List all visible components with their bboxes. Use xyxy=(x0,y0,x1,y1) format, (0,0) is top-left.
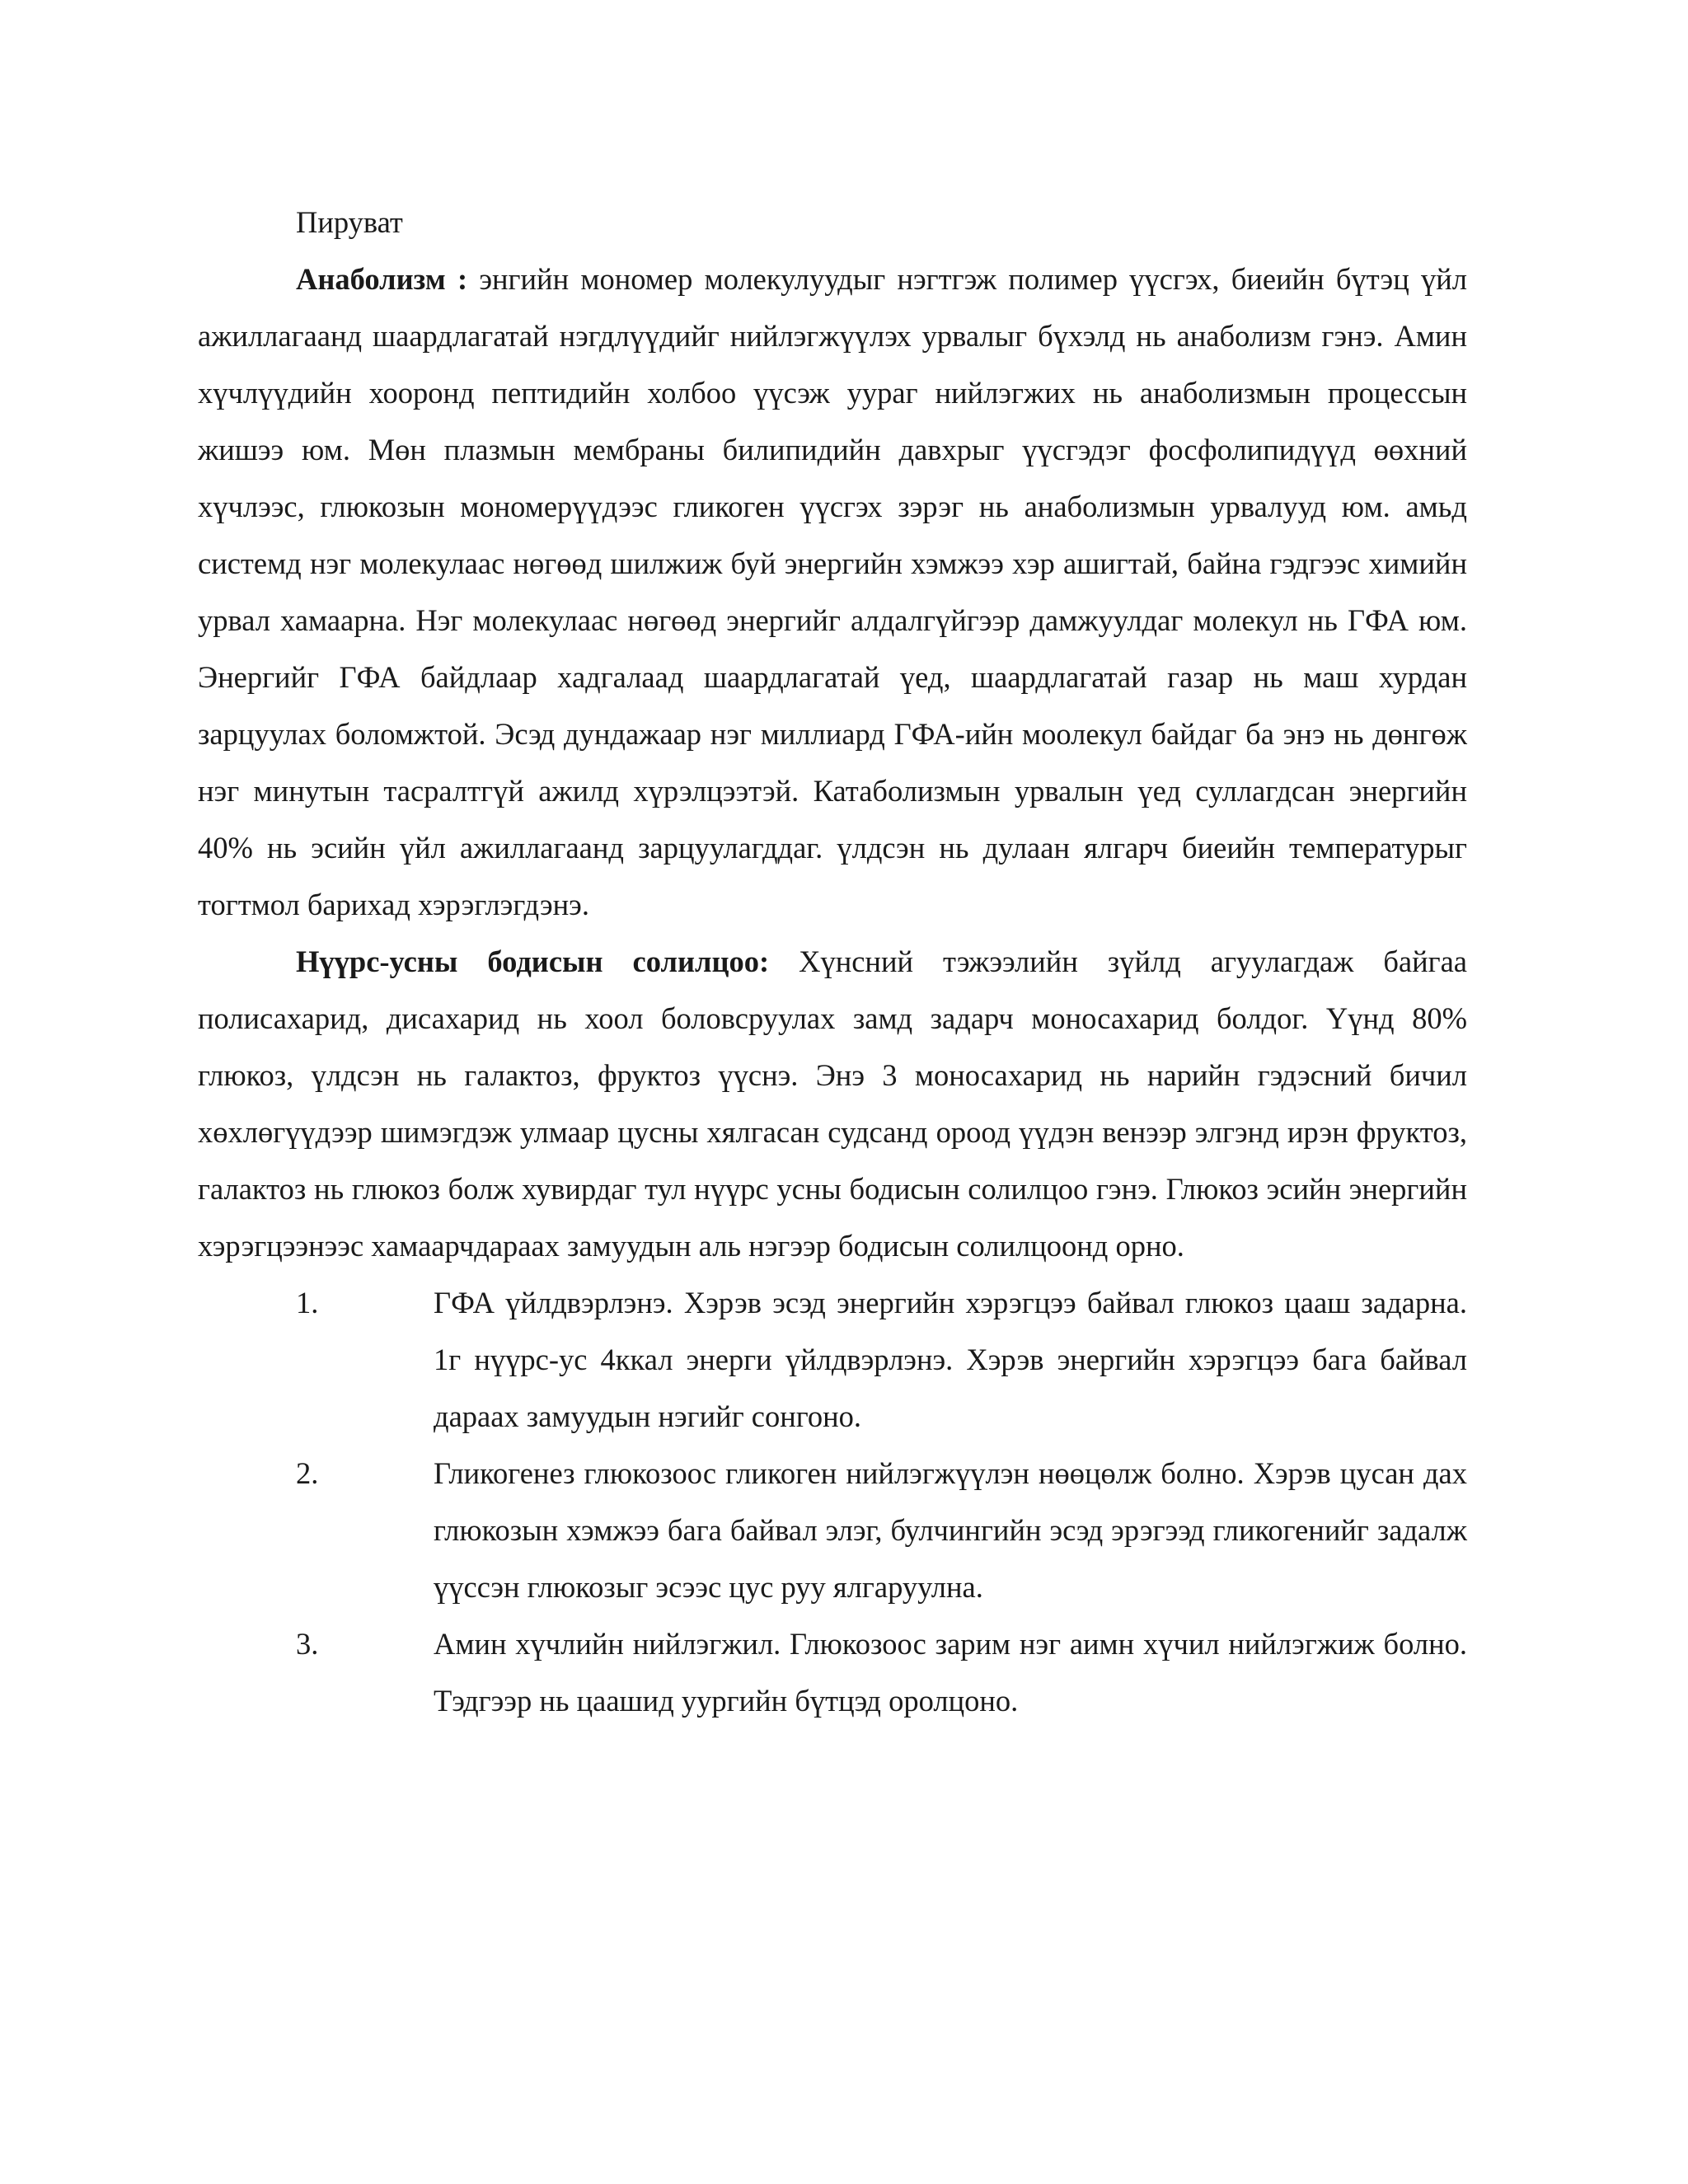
paragraph-anabolism xyxy=(198,251,1467,933)
list-item xyxy=(198,1615,1467,1729)
list-item xyxy=(198,1274,1467,1445)
list-item-text: ГФА үйлдвэрлэнэ. Хэрэв эсэд энергийн хэрэгцээ байвал глюкоз цааш задарна. 1г нүүрс-ус 4ккал энерги үйлдвэрлэнэ. Хэрэв энергийн хэрэгцээ бага байвал дараах замуудын нэгийг сонгоно. xyxy=(434,1286,1467,1433)
document-body xyxy=(198,194,1467,1729)
paragraph-anabolism-text: энгийн мономер молекулуудыг нэгтгэж полимер үүсгэх, биеийн бүтэц үйл ажиллагаанд шаардлагатай нэгдлүүдийг нийлэгжүүлэх урвалыг бүхэлд нь анаболизм гэнэ. Амин хүчлүүдийн хооронд пептидийн холбоо үүсэж уураг нийлэгжих нь анаболизмын процессын жишээ юм. Мөн плазмын мембраны билипидийн давхрыг үүсгэдэг фосфолипидүүд өөхний хүчлээс, глюкозын мономерүүдээс гликоген үүсгэх зэрэг нь анаболизмын урвалууд юм. амьд системд нэг молекулаас нөгөөд шилжиж буй энергийн хэмжээ хэр ашигтай, байна гэдгээс химийн урвал хамаарна. Нэг молекулаас нөгөөд энергийг алдалгүйгээр дамжуулдаг молекул нь ГФА юм. Энергийг ГФА байдлаар хадгалаад шаардлагатай үед, шаардлагатай газар нь маш хурдан зарцуулах боломжтой. Эсэд дундажаар нэг миллиард ГФА-ийн моолекул байдаг ба энэ нь дөнгөж нэг минутын тасралтгүй ажилд хүрэлцээтэй. Катаболизмын урвалын үед суллагдсан энергийн 40% нь эсийн үйл ажиллагаанд зарцуулагддаг. үлдсэн нь дулаан ялгарч биеийн температурыг тогтмол барихад хэрэглэгдэнэ. xyxy=(198,262,1467,921)
list-item xyxy=(198,1445,1467,1615)
term-carbohydrate-metabolism: Нүүрс-усны бодисын солилцоо: xyxy=(296,944,770,978)
list-item-number: 2. xyxy=(296,1456,319,1490)
paragraph-carbohydrate-metabolism xyxy=(198,933,1467,1274)
list-item-text: Гликогенез глюкозоос гликоген нийлэгжүүлэн нөөцөлж болно. Хэрэв цусан дах глюкозын хэмжээ бага байвал элэг, булчингийн эсэд эрэгээд гликогенийг задалж үүссэн глюкозыг эсээс цус руу ялгаруулна. xyxy=(434,1456,1467,1604)
section-heading: Пируват xyxy=(296,205,403,239)
list-item-number: 1. xyxy=(296,1286,319,1319)
list-item-number: 3. xyxy=(296,1627,319,1661)
numbered-list xyxy=(198,1274,1467,1729)
term-anabolism: Анаболизм : xyxy=(296,262,468,296)
list-item-text: Амин хүчлийн нийлэгжил. Глюкозоос зарим нэг аимн хүчил нийлэгжиж болно. Тэдгээр нь цаашид уургийн бүтцэд оролцоно. xyxy=(434,1627,1467,1718)
paragraph-carbohydrate-metabolism-text: Хүнсний тэжээлийн зүйлд агуулагдаж байгаа полисахарид, дисахарид нь хоол боловсруулах замд задарч моносахарид болдог. Үүнд 80% глюкоз, үлдсэн нь галактоз, фруктоз үүснэ. Энэ 3 моносахарид нь нарийн гэдэсний бичил хөхлөгүүдээр шимэгдэж улмаар цусны хялгасан судсанд ороод үүдэн венээр элгэнд ирэн фруктоз, галактоз нь глюкоз болж хувирдаг тул нүүрс усны бодисын солилцоо гэнэ. Глюкоз эсийн энергийн хэрэгцээнээс хамаарчдараах замуудын аль нэгээр бодисын солилцоонд орно. xyxy=(198,944,1468,1263)
